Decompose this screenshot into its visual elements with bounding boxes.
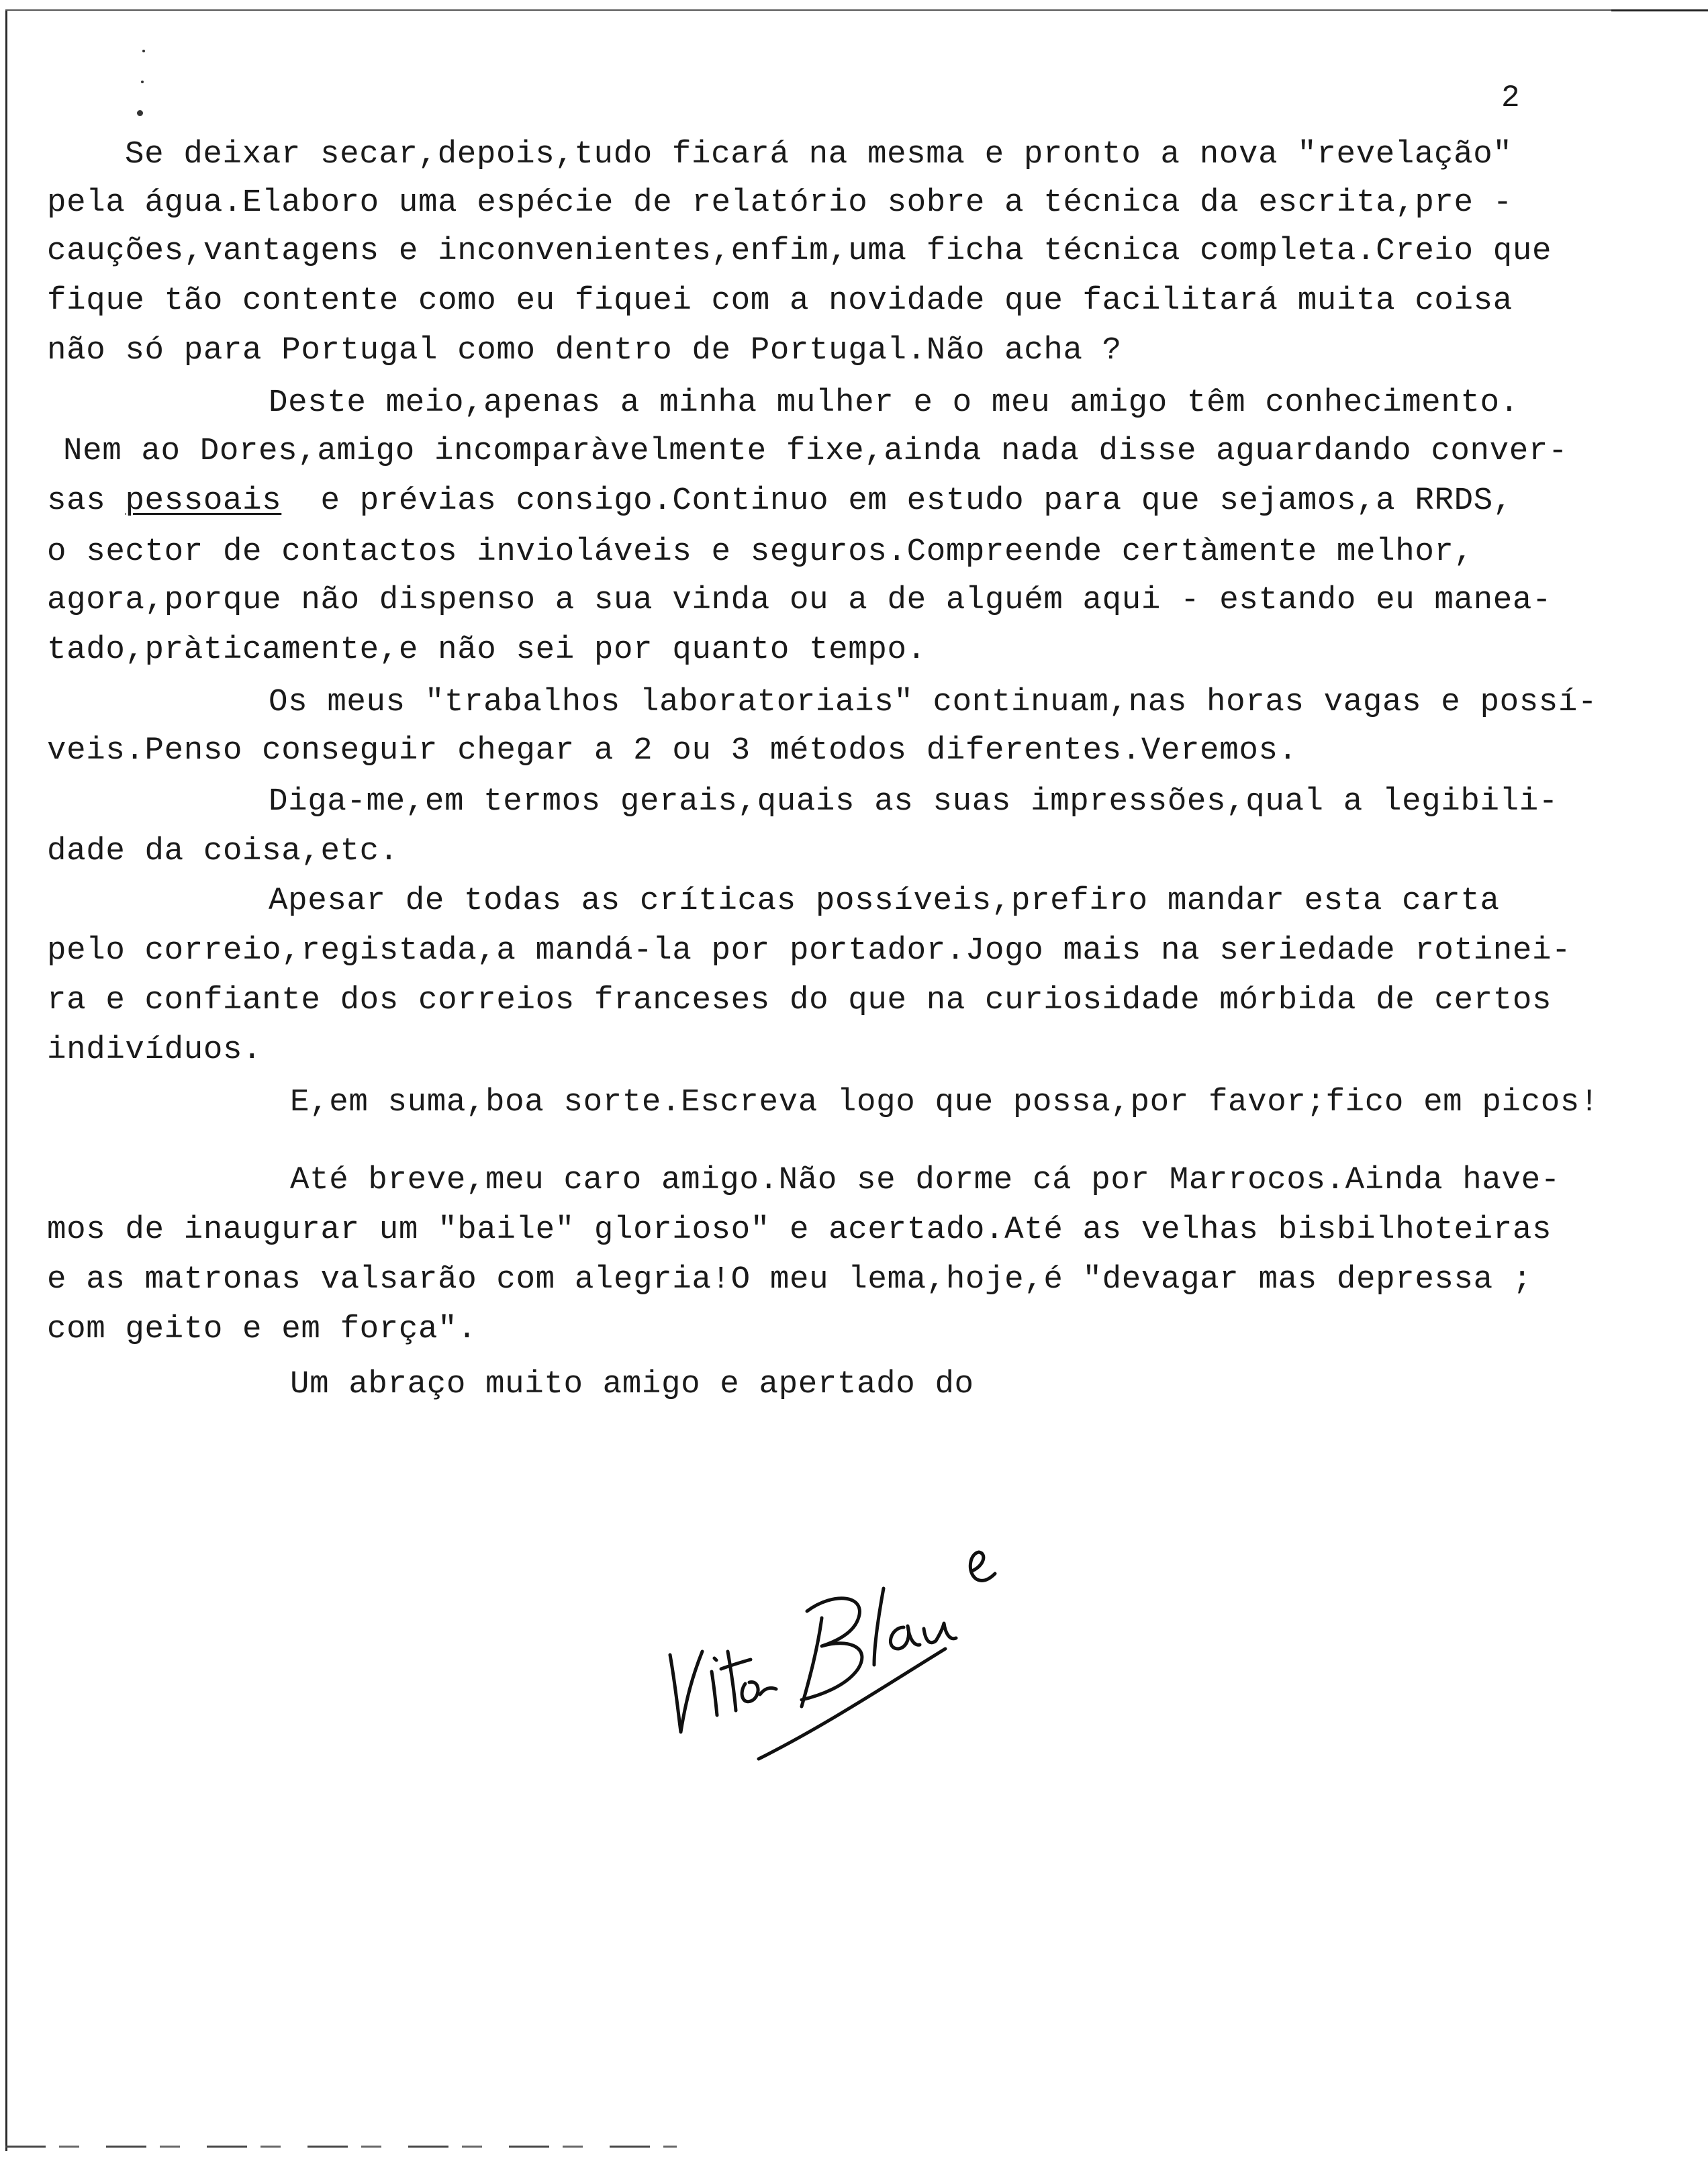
text-fragment: sas: [47, 483, 106, 519]
page-number: 2: [1501, 81, 1520, 115]
scan-edge-bottom: [5, 2146, 677, 2148]
text-line: Até breve,meu caro amigo.Não se dorme cá por Marrocos.Ainda have-: [290, 1162, 1560, 1198]
handwritten-signature: [658, 1531, 1034, 1772]
text-fragment: e prévias consigo.Continuo em estudo para que sejamos,a RRDS,: [320, 483, 1513, 519]
text-line: ra e confiante dos correios franceses do que na curiosidade mórbida de certos: [47, 982, 1552, 1018]
text-line: Nem ao Dores,amigo incomparàvelmente fixe,ainda nada disse aguardando conver-: [63, 433, 1568, 469]
scan-edge-top-right: [1611, 9, 1708, 11]
scan-edge-top: [5, 9, 1617, 11]
text-line: o sector de contactos invioláveis e seguros.Compreende certàmente melhor,: [47, 534, 1474, 570]
text-line: Os meus "trabalhos laboratoriais" continuam,nas horas vagas e possí-: [269, 684, 1598, 720]
text-line: Se deixar secar,depois,tudo ficará na mesma e pronto a nova "revelação": [125, 136, 1513, 173]
text-line: Diga-me,em termos gerais,quais as suas impressões,qual a legibili-: [269, 783, 1558, 820]
text-line: fique tão contente como eu fiquei com a novidade que facilitará muita coisa: [47, 283, 1513, 319]
scan-speck: [142, 50, 145, 52]
text-line: Deste meio,apenas a minha mulher e o meu amigo têm conhecimento.: [269, 385, 1519, 421]
scan-edge-left: [5, 9, 7, 2151]
text-line: [47, 482, 1513, 520]
text-line: mos de inaugurar um "baile" glorioso" e acertado.Até as velhas bisbilhoteiras: [47, 1212, 1552, 1248]
scan-speck: [141, 81, 144, 83]
underlined-word: pessoais: [125, 483, 282, 519]
text-line: e as matronas valsarão com alegria!O meu lema,hoje,é "devagar mas depressa ;: [47, 1261, 1532, 1298]
text-line: pelo correio,registada,a mandá-la por portador.Jogo mais na seriedade rotinei-: [47, 932, 1572, 969]
text-line: cauções,vantagens e inconvenientes,enfim,uma ficha técnica completa.Creio que: [47, 233, 1552, 269]
scan-speck: [137, 110, 143, 116]
closing-line: Um abraço muito amigo e apertado do: [290, 1366, 974, 1402]
text-line: não só para Portugal como dentro de Portugal.Não acha ?: [47, 332, 1122, 369]
text-line: veis.Penso conseguir chegar a 2 ou 3 métodos diferentes.Veremos.: [47, 732, 1298, 769]
text-line: tado,pràticamente,e não sei por quanto tempo.: [47, 632, 927, 668]
text-line: Apesar de todas as críticas possíveis,prefiro mandar esta carta: [269, 883, 1500, 919]
text-line: indivíduos.: [47, 1032, 263, 1068]
text-line: com geito e em força".: [47, 1311, 477, 1347]
text-line: dade da coisa,etc.: [47, 833, 399, 869]
text-line: agora,porque não dispenso a sua vinda ou a de alguém aqui - estando eu manea-: [47, 582, 1552, 618]
text-line: E,em suma,boa sorte.Escreva logo que possa,por favor;fico em picos!: [290, 1084, 1600, 1120]
text-line: pela água.Elaboro uma espécie de relatório sobre a técnica da escrita,pre -: [47, 185, 1513, 221]
